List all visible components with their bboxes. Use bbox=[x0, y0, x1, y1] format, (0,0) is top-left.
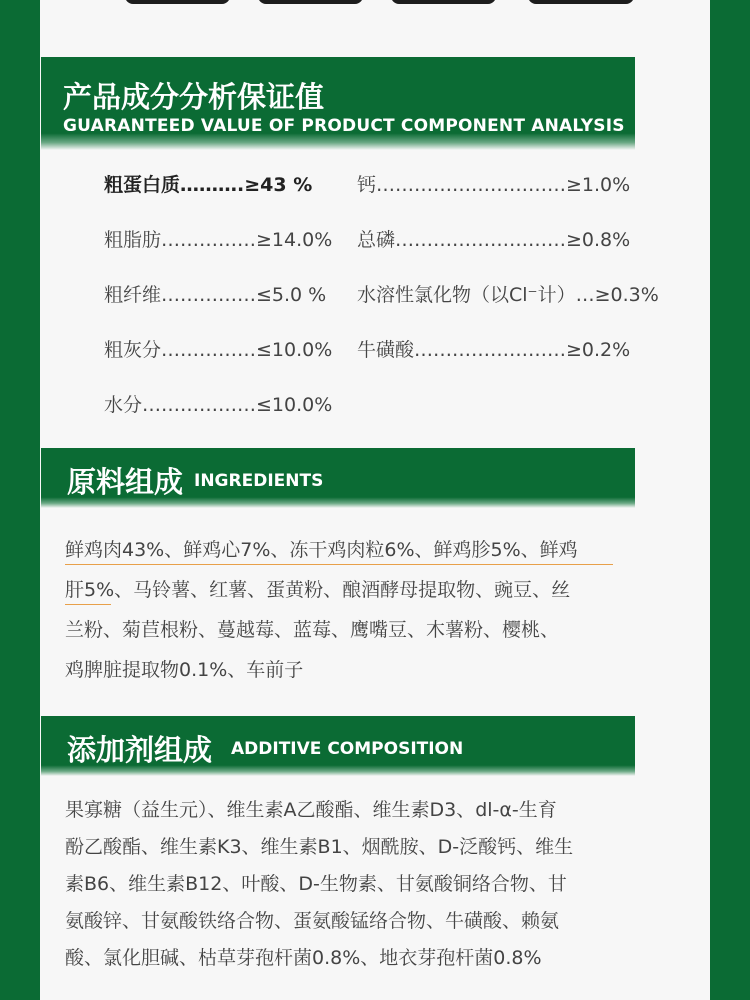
analysis-left-row: 粗灰分……………≤10.0% bbox=[104, 339, 333, 361]
analysis-left-row: 粗蛋白质……….≥43 % bbox=[104, 174, 313, 196]
additives-title-cn: 添加剂组成 bbox=[67, 733, 213, 767]
ingredients-title-en: INGREDIENTS bbox=[194, 471, 324, 491]
analysis-title-en: GUARANTEED VALUE OF PRODUCT COMPONENT ANALYSIS bbox=[63, 116, 625, 136]
ingredients-text bbox=[65, 530, 625, 690]
additives-line: 素B6、维生素B12、叶酸、D-生物素、甘氨酸铜络合物、甘 bbox=[65, 873, 567, 895]
highlight-underline bbox=[65, 564, 613, 565]
analysis-left-row: 粗脂肪……………≥14.0% bbox=[104, 229, 333, 251]
analysis-left-row: 水分………………≤10.0% bbox=[104, 394, 333, 416]
top-tab bbox=[391, 0, 496, 4]
analysis-header bbox=[41, 57, 635, 150]
ingredients-line: 肝5%、马铃薯、红薯、蛋黄粉、酿酒酵母提取物、豌豆、丝 bbox=[65, 570, 625, 610]
top-tab bbox=[258, 0, 363, 4]
ingredients-line: 鸡脾脏提取物0.1%、车前子 bbox=[65, 659, 304, 681]
analysis-title-cn: 产品成分分析保证值 bbox=[63, 80, 325, 114]
additives-line: 果寡糖（益生元）、维生素A乙酸酯、维生素D3、dl-α-生育 bbox=[65, 799, 557, 821]
analysis-right-row: 总磷………………………≥0.8% bbox=[357, 229, 631, 251]
ingredients-title-cn: 原料组成 bbox=[67, 465, 184, 499]
additives-text bbox=[65, 792, 625, 977]
additives-header bbox=[41, 716, 635, 776]
analysis-left-row: 粗纤维……………≤5.0 % bbox=[104, 284, 327, 306]
ingredients-line: 鲜鸡肉43%、鲜鸡心7%、冻干鸡肉粒6%、鲜鸡胗5%、鲜鸡 bbox=[65, 530, 625, 570]
analysis-right-row: 水溶性氯化物（以Cl⁻计）…≥0.3% bbox=[357, 284, 659, 306]
top-tab bbox=[125, 0, 230, 4]
additives-line: 酸、氯化胆碱、枯草芽孢杆菌0.8%、地衣芽孢杆菌0.8% bbox=[65, 947, 542, 969]
analysis-right-row: 钙…………………………≥1.0% bbox=[357, 174, 631, 196]
additives-line: 酚乙酸酯、维生素K3、维生素B1、烟酰胺、D-泛酸钙、维生 bbox=[65, 836, 574, 858]
top-tab bbox=[528, 0, 634, 4]
analysis-right-row: 牛磺酸……………………≥0.2% bbox=[357, 339, 631, 361]
additives-line: 氨酸锌、甘氨酸铁络合物、蛋氨酸锰络合物、牛磺酸、赖氨 bbox=[65, 910, 560, 932]
highlight-underline bbox=[65, 604, 111, 605]
ingredients-header bbox=[41, 448, 635, 508]
ingredients-line: 兰粉、菊苣根粉、蔓越莓、蓝莓、鹰嘴豆、木薯粉、樱桃、 bbox=[65, 619, 560, 641]
additives-title-en: ADDITIVE COMPOSITION bbox=[231, 739, 464, 759]
